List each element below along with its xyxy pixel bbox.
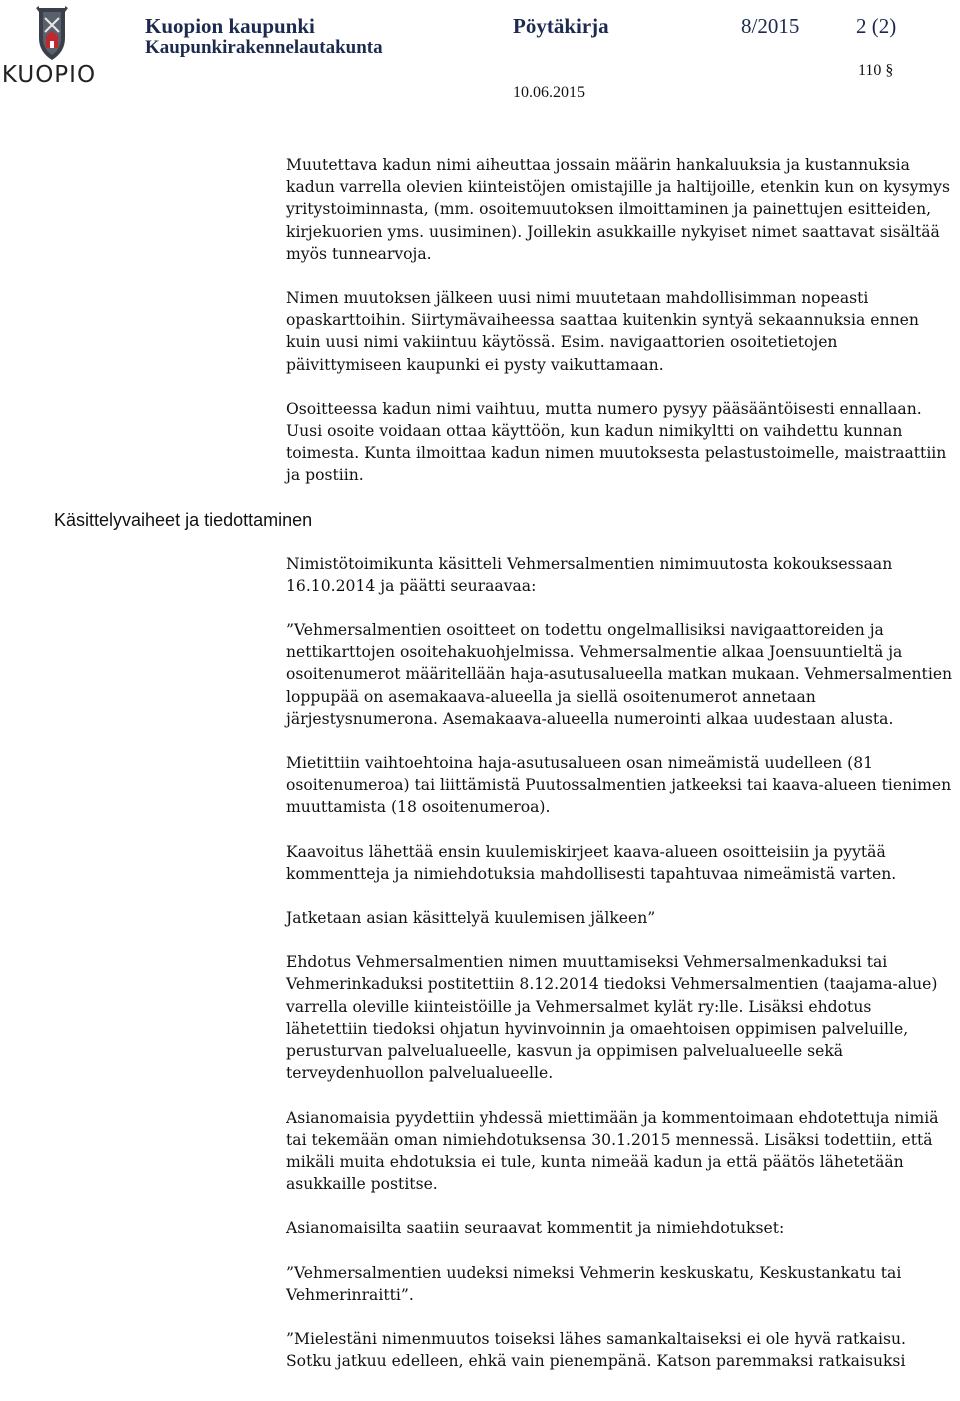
page-number: 2 (2) — [856, 14, 897, 38]
paragraph: Ehdotus Vehmersalmentien nimen muuttamiseksi Vehmersalmenkaduksi tai Vehmerinkaduksi postitettiin 8.12.2014 tiedoksi Vehmersalmentien (taajama-alue) varrella oleville kiinteistöille ja Vehmersalmet kylät ry:lle. Lisäksi ehdotus lähetettiin tiedoksi ohjatun hyvinvoinnin ja omaehtoisen oppimisen palveluille, perusturvan palvelualueelle, kasvun ja oppimisen palvelualueelle sekä terveydenhuollon palvelualueelle. — [286, 953, 938, 1083]
paragraph: Muutettava kadun nimi aiheuttaa jossain määrin hankaluuksia ja kustannuksia kadun varrella olevien kiinteistöjen omistajille ja haltijoille, etenkin kun on kysymys yritystoiminnasta, (mm. osoitemuutoksen ilmoittaminen ja painettujen esitteiden, kirjekuorien yms. uusiminen). Joillekin asukkaille nykyiset nimet saattavat sisältää myös tunnearvoja. — [286, 156, 950, 263]
paragraph: Mietittiin vaihtoehtoina haja-asutusalueen osan nimeämistä uudelleen (81 osoitenumeroa) tai liittämistä Puutossalmentien jatkeeksi tai kaava-alueen tienimen muuttamista (18 osoitenumeroa). — [286, 754, 952, 817]
paragraph: Asianomaisilta saatiin seuraavat kommentit ja nimiehdotukset: — [286, 1219, 785, 1238]
meeting-date: 10.06.2015 — [513, 84, 585, 101]
paragraph: ”Mielestäni nimenmuutos toiseksi lähes samankaltaiseksi ei ole hyvä ratkaisu. Sotku jatkuu edelleen, ehkä vain pienempänä. Katson paremmaksi ratkaisuksi — [286, 1329, 907, 1371]
section-number: 110 § — [858, 62, 894, 79]
logo-wordmark: KUOPIO — [1, 62, 97, 88]
document-type: Pöytäkirja — [513, 14, 609, 38]
paragraph: Kaavoitus lähettää ensin kuulemiskirjeet kaava-alueen osoitteisiin ja pyytää kommentteja ja nimiehdotuksia mahdollisesti tapahtuvaa nimeämistä varten. — [286, 842, 897, 883]
department-name: Kaupunkirakennelautakunta — [145, 37, 383, 58]
paragraph: Osoitteessa kadun nimi vaihtuu, mutta numero pysyy pääsääntöisesti ennallaan. Uusi osoite voidaan ottaa käyttöön, kun kadun nimikyltti on vaihdettu kunnan toimesta. Kunta ilmoittaa kadun nimen muutoksesta pelastustoimelle, maistraattiin ja postiin. — [286, 399, 947, 485]
paragraph: Nimen muutoksen jälkeen uusi nimi muutetaan mahdollisimman nopeasti opaskarttoihin. Siirtymävaiheessa saattaa kuitenkin syntyä sekaannuksia ennen kuin uusi nimi vakiintuu käytössä. Esim. navigaattorien osoitetietojen päivittymiseen kaupunki ei pysty vaikuttamaan. — [286, 289, 919, 374]
organization-name: Kuopion kaupunki — [145, 14, 315, 38]
document-number: 8/2015 — [741, 14, 800, 38]
paragraph: ”Vehmersalmentien uudeksi nimeksi Vehmerin keskuskatu, Keskustankatu tai Vehmerinraitti”. — [286, 1263, 902, 1304]
paragraph: Jatketaan asian käsittelyä kuulemisen jälkeen” — [286, 909, 656, 928]
paragraph: Nimistötoimikunta käsitteli Vehmersalmentien nimimuutosta kokouksessaan 16.10.2014 ja päätti seuraavaa: — [286, 554, 893, 595]
paragraph: ”Vehmersalmentien osoitteet on todettu ongelmallisiksi navigaattoreiden ja nettikarttojen osoitehakuohjelmissa. Vehmersalmentie alkaa Joensuuntieltä ja osoitenumerot määritellään haja-asutusalueella matkan mukaan. Vehmersalmentien loppupää on asemakaava-alueella ja siellä osoitenumerot annetaan järjestysnumerona. Asemakaava-alueella numerointi alkaa uudestaan alusta. — [286, 621, 953, 728]
document-body — [286, 154, 954, 1372]
paragraph: Asianomaisia pyydettiin yhdessä miettimään ja kommentoimaan ehdotettuja nimiä tai tekemään oman nimiehdotuksensa 30.1.2015 mennessä. Lisäksi todettiin, että mikäli muita ehdotuksia ei tule, kunta nimeää kadun ja että päätös lähetetään asukkaille postitse. — [286, 1108, 939, 1194]
coat-of-arms-icon — [6, 4, 98, 66]
section-side-label: Käsittelyvaiheet ja tiedottaminen — [54, 510, 313, 530]
